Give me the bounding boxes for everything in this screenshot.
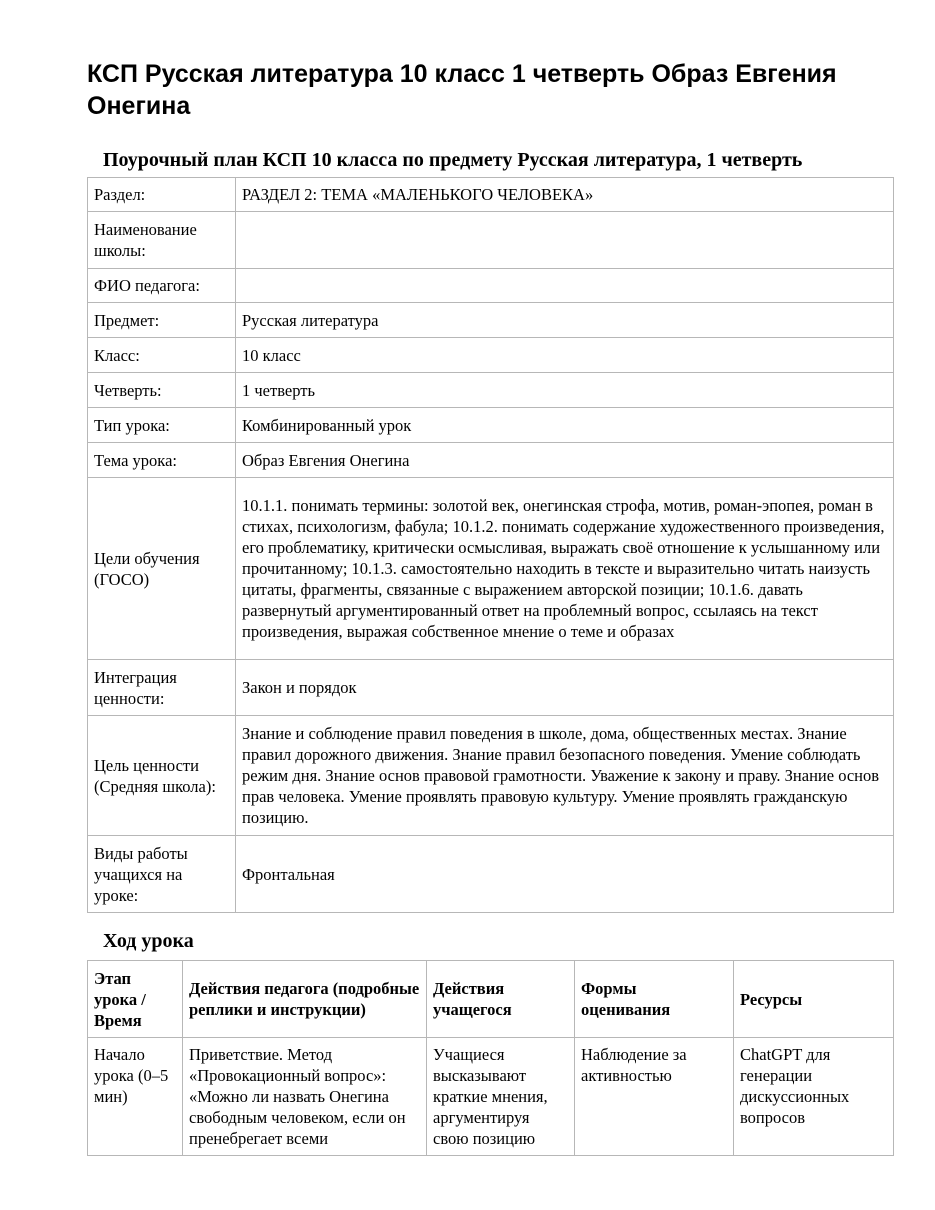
info-label: Цель ценности (Средняя школа): [88, 716, 236, 836]
info-label: Тема урока: [88, 443, 236, 478]
info-row-lesson-type [88, 408, 894, 443]
header-teacher-actions: Действия педагога (подробные реплики и инструкции) [183, 961, 427, 1038]
info-value: Фронтальная [236, 836, 894, 913]
info-row-subject [88, 303, 894, 338]
info-label: Тип урока: [88, 408, 236, 443]
table-row [88, 1038, 894, 1156]
info-label: Раздел: [88, 178, 236, 212]
header-resources: Ресурсы [734, 961, 894, 1038]
header-stage: Этап урока / Время [88, 961, 183, 1038]
info-value: Закон и порядок [236, 660, 894, 716]
document-page [87, 58, 893, 1156]
info-label: Цели обучения (ГОСО) [88, 478, 236, 660]
header-student-actions: Действия учащегося [427, 961, 575, 1038]
info-row-work-types [88, 836, 894, 913]
stage-cell: Начало урока (0–5 мин) [88, 1038, 183, 1156]
info-value: Знание и соблюдение правил поведения в школе, дома, общественных местах. Знание правил дорожного движения. Знание правил безопасного поведения. Умение соблюдать режим дня. Знание основ правовой грамотности. Уважение к закону и праву. Знание основ прав человека. Умение проявлять правовую культуру. Умение проявлять гражданскую позицию. [236, 716, 894, 836]
info-row-teacher [88, 269, 894, 303]
info-value: 10 класс [236, 338, 894, 373]
info-value [236, 269, 894, 303]
lesson-header-row [88, 961, 894, 1038]
info-label: Виды работы учащихся на уроке: [88, 836, 236, 913]
info-row-value-goal [88, 716, 894, 836]
info-label: Наименование школы: [88, 212, 236, 269]
teacher-actions-cell: Приветствие. Метод «Провокационный вопрос»: «Можно ли назвать Онегина свободным человеком, если он пренебрегает всеми [183, 1038, 427, 1156]
info-label: ФИО педагога: [88, 269, 236, 303]
info-row-school [88, 212, 894, 269]
info-value: Комбинированный урок [236, 408, 894, 443]
document-title: КСП Русская литература 10 класс 1 четверть Образ Евгения Онегина [87, 60, 837, 120]
info-label: Предмет: [88, 303, 236, 338]
info-label: Класс: [88, 338, 236, 373]
info-row-objectives [88, 478, 894, 660]
lesson-course-table [87, 960, 894, 1156]
info-label: Четверть: [88, 373, 236, 408]
info-value [236, 212, 894, 269]
info-value: Русская литература [236, 303, 894, 338]
info-value: 1 четверть [236, 373, 894, 408]
info-row-grade [88, 338, 894, 373]
info-value: 10.1.1. понимать термины: золотой век, онегинская строфа, мотив, роман-эпопея, роман в стихах, психологизм, фабула; 10.1.2. понимать содержание художественного произведения, его проблематику, критически осмысливая, выражать своё отношение к услышанному или прочитанному; 10.1.3. самостоятельно находить в тексте и выразительно читать наизусть цитаты, фрагменты, связанные с выражением авторской позиции; 10.1.6. давать развернутый аргументированный ответ на проблемный вопрос, ссылаясь на текст произведения, выражая собственное мнение о теме и образах [236, 478, 894, 660]
info-row-topic [88, 443, 894, 478]
plan-heading: Поурочный план КСП 10 класса по предмету Русская литература, 1 четверть [103, 149, 803, 171]
info-value: Образ Евгения Онегина [236, 443, 894, 478]
info-row-value-integration [88, 660, 894, 716]
info-value: РАЗДЕЛ 2: ТЕМА «МАЛЕНЬКОГО ЧЕЛОВЕКА» [236, 178, 894, 212]
lesson-info-table [87, 177, 894, 913]
info-row-section [88, 178, 894, 212]
student-actions-cell: Учащиеся высказывают краткие мнения, аргументируя свою позицию [427, 1038, 575, 1156]
info-label: Интеграция ценности: [88, 660, 236, 716]
assessment-cell: Наблюдение за активностью [575, 1038, 734, 1156]
header-assessment: Формы оценивания [575, 961, 734, 1038]
info-row-quarter [88, 373, 894, 408]
resources-cell: ChatGPT для генерации дискуссионных вопросов [734, 1038, 894, 1156]
lesson-course-heading: Ход урока [103, 930, 194, 952]
